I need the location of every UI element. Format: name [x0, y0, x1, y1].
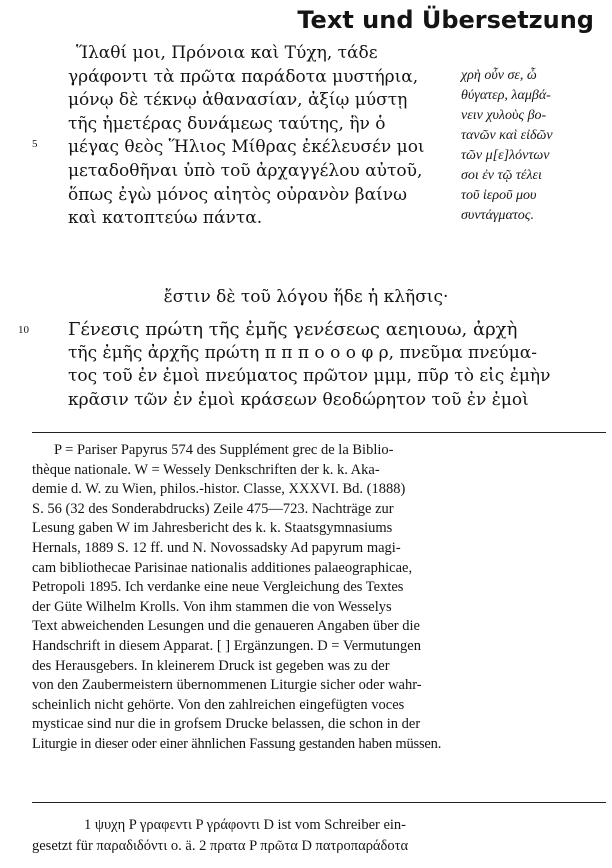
- invocation-line: κρᾶσιν τῶν ἐν ἐμοὶ κράσεων θεοδώρητον τοῦ ἐν ἐμοὶ: [68, 389, 529, 410]
- note-line: gesetzt für παραδιδόντι o. ä. 2 πρατα P πρῶτα D πατροπαράδοτα: [32, 838, 409, 854]
- invocation-text: [68, 318, 606, 412]
- main-text-line: Ἵλαθί μοι, Πρόνοια καὶ Τύχη, τάδε: [76, 43, 378, 63]
- side-note-line: χρὴ οὖν σε, ὦ: [461, 68, 537, 83]
- critical-apparatus: [32, 441, 606, 755]
- main-text-line: γράφοντι τὰ πρῶτα παράδοτα μυστήρια,: [68, 66, 419, 87]
- apparatus-line: demie d. W. zu Wien, philos.-histor. Classe, XXXVI. Bd. (1888): [32, 481, 406, 498]
- invocation-heading: ἔστιν δὲ τοῦ λόγου ἥδε ἡ κλῆσις·: [163, 287, 449, 307]
- main-text-line: ὅπως ἐγὼ μόνος αἰητὸς οὐρανὸν βαίνω: [68, 184, 407, 205]
- apparatus-line: Lesung gaben W im Jahresbericht des k. k. Staatsgymnasiums: [32, 520, 393, 537]
- invocation-line: τος τοῦ ἐν ἐμοὶ πνεύματος πρῶτον μμμ, πῦρ τὸ εἰς ἐμὴν: [68, 366, 551, 387]
- apparatus-line: thèque nationale. W = Wessely Denkschriften der k. k. Aka-: [32, 461, 380, 478]
- side-note-line: νειν χυλοὺς βο-: [461, 108, 547, 123]
- apparatus-line: Handschrift in diesem Apparat. [ ] Ergänzungen. D = Vermutungen: [32, 637, 421, 654]
- notes-divider: [32, 802, 606, 803]
- invocation-line: τῆς ἐμῆς ἀρχῆς πρώτη π π π ο ο ο φ ρ, πνεῦμα πνεύμα-: [68, 342, 537, 363]
- main-text-line: μεταδοθῆναι ὑπὸ τοῦ ἀρχαγγέλου αὐτοῦ,: [68, 160, 423, 181]
- side-note-line: τοῦ ἱεροῦ μου: [461, 188, 537, 203]
- invocation-line: Γένεσις πρώτη τῆς ἐμῆς γενέσεως αεηιουω, ἀρχὴ: [68, 319, 518, 340]
- side-note-line: θύγατερ, λαμβά-: [461, 88, 551, 103]
- side-note-line: σοι ἐν τῷ τέλει: [461, 168, 542, 183]
- apparatus-divider: [32, 432, 606, 433]
- main-text-line: τῆς ἡμετέρας δυνάμεως ταύτης, ἣν ὁ: [68, 113, 386, 134]
- note-line: 1 ψυχη P γραφεντι P γράφοντι D ist vom Schreiber ein-: [84, 817, 407, 833]
- apparatus-line: scheinlich nicht gehörte. Von den zahlreichen eingefügten voces: [32, 696, 405, 713]
- line-number-5: 5: [32, 138, 38, 150]
- main-text-line: μέγας θεὸς Ἥλιος Μίθρας ἐκέλευσέν μοι: [68, 137, 425, 158]
- main-greek-text: [68, 42, 450, 231]
- apparatus-line: mysticae sind nur die in grofsem Drucke belassen, die schon in der: [32, 716, 421, 733]
- apparatus-line: des Herausgebers. In kleinerem Druck ist gegeben was zu der: [32, 657, 390, 674]
- line-notes: [32, 815, 606, 857]
- side-note-small-print: [461, 66, 606, 226]
- side-note-line: συντάγματος.: [461, 208, 534, 223]
- apparatus-line: der Güte Wilhelm Krolls. Von ihm stammen die von Wesselys: [32, 598, 392, 615]
- apparatus-line: Text abweichenden Lesungen und die genaueren Angaben über die: [32, 618, 420, 635]
- page-heading: Text und Übersetzung: [297, 6, 594, 34]
- apparatus-line: S. 56 (32 des Sonderabdrucks) Zeile 475—723. Nachträge zur: [32, 500, 394, 517]
- apparatus-line: Liturgie in dieser oder einer ähnlichen Fassung gestanden haben müssen.: [32, 735, 442, 752]
- apparatus-line: Hernals, 1889 S. 12 ff. und N. Novossadsky Ad papyrum magi-: [32, 539, 401, 556]
- main-text-line: μόνῳ δὲ τέκνῳ ἀθανασίαν, ἀξίῳ μύστῃ: [68, 90, 408, 111]
- side-note-line: τανῶν καὶ εἰδῶν: [461, 128, 553, 143]
- apparatus-line: P = Pariser Papyrus 574 des Supplément grec de la Biblio-: [54, 442, 394, 458]
- main-text-line: καὶ κατοπτεύω πάντα.: [68, 208, 263, 229]
- side-note-line: τῶν μ[ε]λόντων: [461, 148, 550, 163]
- apparatus-line: cam bibliothecae Parisinae nationalis additiones palaeographicae,: [32, 559, 413, 576]
- line-number-10: 10: [18, 324, 29, 336]
- apparatus-line: von den Zaubermeistern übernommenen Liturgie sicher oder wahr-: [32, 677, 422, 694]
- apparatus-line: Petropoli 1895. Ich verdanke eine neue Vergleichung des Textes: [32, 579, 404, 596]
